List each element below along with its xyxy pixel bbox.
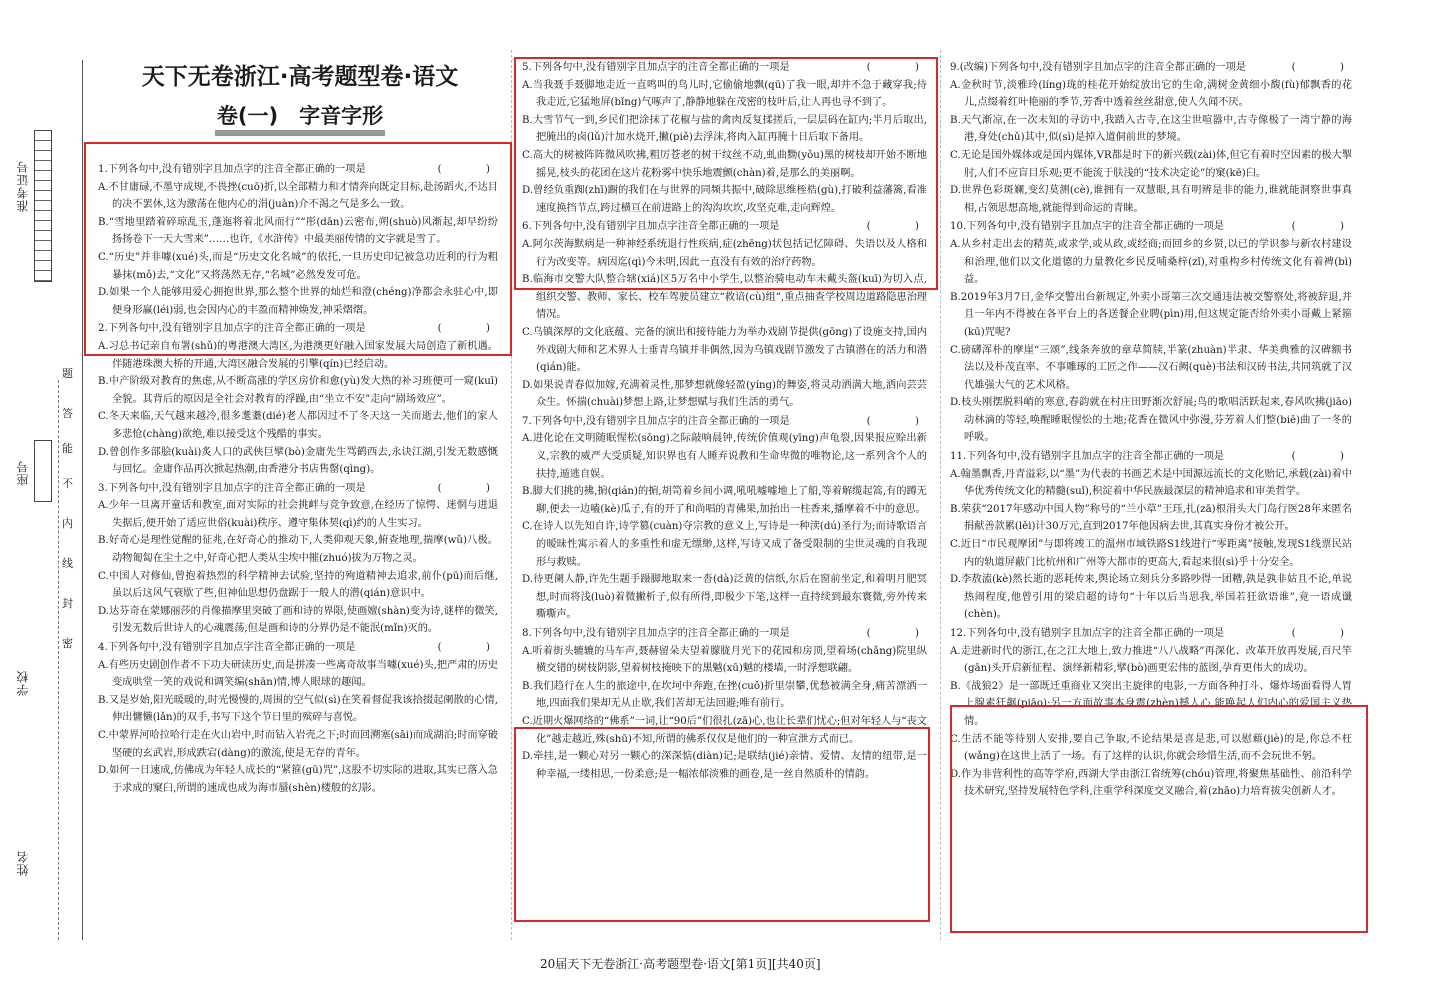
option-c[interactable]: C.近日“市民观摩团”与即将竣工的温州市域铁路S1线进行“零距离”接触,发现S1线票民站内的轨道屏蔽门比杭州和广州等大都市的更高大,看起来很(sì)乎十分安全。: [950, 539, 1352, 568]
option-c[interactable]: C.磅礴浑朴的摩崖“三颂”,线条奔放的章草简牍,半篆(zhuàn)半隶、华美典雅的汉碑额书法以及朴茂直率、不事雕琢的工匠之作——汉石阙(què)书法和汉砖书法,共同筑就了汉代雄强大气的艺术风格。: [950, 344, 1352, 391]
option-d[interactable]: D.如果说青春似加嫁,充满着灵性,那梦想就像轻盈(yíng)的舞姿,将灵动洒满大地,洒向芸芸众生。怀揣(chuài)梦想上路,让梦想赋与我们生活的勇气。: [522, 379, 927, 409]
stem-text: 5.下列各句中,没有错别字且加点字的注音全都正确的一项是: [522, 62, 790, 73]
answer-blank[interactable]: ( ): [437, 482, 498, 494]
answer-blank[interactable]: ( ): [1291, 221, 1352, 233]
binding-margin: [0, 0, 88, 1000]
answer-blank[interactable]: ( ): [1291, 451, 1352, 463]
option-c[interactable]: C.近期火爆网络的“佛系”一词,让“90后”们很扎(zā)心,也让长辈们忧心;但对年轻人与“丧文化”越走越近,殊(shū)不知,所谓的佛系仅仅是他们的一种宣泄方式而已。: [522, 715, 927, 745]
option-a[interactable]: A.走进新时代的浙江,在之江大地上,致力推进“八八战略”再深化、改革开放再发展,百尺竿(gān)头开启新征程、演绎新精彩,擘(bò)画更宏伟的蓝图,孕育更伟大的成功。: [950, 645, 1352, 675]
seal-word: 密: [62, 637, 73, 650]
answer-blank[interactable]: ( ): [437, 323, 498, 335]
question-stem: [950, 218, 1352, 236]
option-c[interactable]: C.生活不能等待别人安排,要自己争取,不论结果是喜是悲,可以慰藉(jiè)的是,你总不枉(wǎng)在这世上活了一场。有了这样的认识,你就会珍惜生活,而不会玩世不躬。: [950, 733, 1352, 763]
stem-text: 3.下列各句中,没有错别字且加点字的注音全都正确的一项是: [98, 482, 366, 494]
answer-blank[interactable]: ( ): [1291, 62, 1352, 73]
question-block: [522, 413, 927, 624]
seal-word: 题: [62, 367, 73, 380]
stem-text: 2.下列各句中,没有错别字且加点字的注音全都正确的一项是: [98, 323, 366, 335]
option-c[interactable]: C.乌镇深厚的文化底蕴、完备的演出和接待能力为举办戏剧节提供(gōng)了设施支持,国内外戏剧大师和艺术界人士垂青乌镇并非偶然,因为乌镇戏剧节激发了古镇潜在的活力和潜(qián)能。: [522, 326, 927, 374]
column-3: [950, 58, 1352, 801]
column-separator: [940, 50, 941, 940]
option-a[interactable]: A.习总书记亲自布署(shǔ)的粤港澳大湾区,为港澳更好融入国家发展大局创造了新机遇。伴随港珠澳大桥的开通,大湾区融合发展的引擎(qín)已经启动。: [98, 340, 498, 370]
stem-text: 9.(改编)下列各句中,没有错别字且加点字的注音全都正确的一项是: [950, 62, 1246, 73]
seal-word: 线: [62, 557, 73, 570]
option-c[interactable]: C.高大的树被阵阵微风吹拂,粗厉苍老的树干纹丝不动,虬曲黝(yǒu)黑的树枝却开始不断地摇晃,枝头的花团在这片花粉雾中快乐地震颤(chàn)着,是那么的美丽啊。: [522, 149, 927, 179]
option-a[interactable]: A.听着街头辘辘的马车声,聂赫留朵夫望着朦胧月光下的花园和房顶,望着场(chǎng)院里纵横交错的树枝阴影,望着树枝掩映下的黑魆(xū)魆的楼墙,一时浮想联翩。: [522, 645, 927, 675]
question-stem: [98, 480, 498, 498]
highlight-box-q1: [84, 142, 512, 356]
paper-subtitle: 卷(一) 字音字形: [216, 104, 384, 128]
option-d[interactable]: D.李敖溘(kè)然长逝的恶耗传来,舆论场立刻兵分多路吵得一团糟,孰是孰非姑且不论,单说热闹程度,他曾引用的梁启超的诗句“十年以后当思我,举国若狂欲语谁”,竟一语成谶(chèn)。: [950, 574, 1352, 621]
option-a[interactable]: A.从乡村走出去的精英,或求学,或从政,或经商;而回乡的乡贤,以已的学识参与新农村建设和治理,他们以文化道德的力量教化乡民反哺桑梓(zǐ),对重构乡村传统文化有着裨(bì)益。: [950, 238, 1352, 286]
question-block: [950, 218, 1352, 447]
option-c[interactable]: C.中蒙界河哈拉哈行走在火山岩中,时而钻入岩壳之下;时而回溯塞(sāi)而成湖泊;时而穿破坚硬的玄武岩,形成跌宕(dàng)的激流,使是无存的青年。: [98, 730, 498, 759]
seat-box[interactable]: [34, 440, 52, 502]
name-label: 姓名: [16, 850, 30, 876]
option-d[interactable]: D.枝头刚摆脱料峭的寒意,春韵就在村庄田野渐次舒展;鸟的歌唱活跃起来,春风吹拂(jiāo)动林滴的等轻,唤醒睡眠惺忪的土地;花香在微风中弥漫,芬芳着人们整(biē)曲了一冬的呼吸。: [950, 397, 1352, 444]
option-d[interactable]: D.如果一个人能够用爱心拥抱世界,那么整个世界的灿烂和澄(chéng)净都会永驻心中,即便身形赢(léi)弱,也会因内心的丰盈而精神焕发,神采熠熠。: [98, 287, 498, 316]
seal-word: 答: [62, 407, 73, 420]
stem-text: 8.下列各句中,没有错别字且加点字的注音全都正确的一项是: [522, 628, 790, 639]
option-d[interactable]: D.曾经负重踟(zhī)蹰的我们在与世界的同频共振中,破除思维桎梏(gù),打破利益藩篱,看准速度换挡节点,跨过横亘在前进路上的沟沟坎坎,攻坚克难,走向辉煌。: [522, 185, 927, 214]
page-footer: 20届天下无卷浙江·高考题型卷·语文[第1页][共40页]: [540, 957, 821, 971]
option-c[interactable]: C.在诗人以先知自许,诗学篡(cuàn)夺宗教的意义上,写诗是一种渎(dú)圣行为;而诗歌语言的暧昧性寓示着人的多重性和虚无缥缈,这样,写诗又成了备受限制的尘世灵魂的自我现形与救赎。: [522, 521, 927, 568]
seal-word: 能: [62, 442, 73, 455]
question-block: [950, 448, 1352, 624]
answer-blank[interactable]: ( ): [866, 62, 927, 73]
option-b[interactable]: B.中产阶级对教育的焦虑,从不断高涨的学区房价和愈(yù)发大热的补习班便可一窥(kuī)全貌。其背后的原因是全社会对教育的浮躁,由“坐立不安”走向“剧场效应”。: [98, 376, 498, 405]
option-b[interactable]: B.荣获“2017年感动中国人物”称号的“兰小草”王珏,扎(zā)根涓头大门岛行医28年来匿名捐献善款累(lěi)计30万元,直到2017年他因病去世,其真实身份才被公开。: [950, 503, 1352, 533]
option-c[interactable]: C.中国人对修仙,曾抱着热烈的科学精神去试验,坚持的殉道精神去追求,前仆(pū)而后继,虽以后这风气衰歇了些,但神仙思想仍盘踞于一般人的潜(qián)意识中。: [98, 570, 498, 600]
stem-text: 1.下列各句中,没有错别字且加点字的注音全都正确的一项是: [98, 164, 366, 175]
option-b[interactable]: B.又是岁始,阳光暖暖的,时光慢慢的,周围的空气似(sì)在笑着督促我该拾掇起阑散的心情,伸出慵懒(lǎn)的双手,书写下这个节日里的殡碎与喜悦。: [98, 694, 498, 724]
option-a[interactable]: A.阿尔茨海默病是一种神经系统退行性疾病,症(zhēng)状包括记忆障碍、失语以及人格和行为改变等。病因迄(qì)今未明,因此一直没有有效的治疗药物。: [522, 238, 927, 268]
stem-text: 12.下列各句中,没有错别字且加点字的注音全都正确的一项是: [950, 628, 1225, 639]
answer-blank[interactable]: ( ): [437, 164, 498, 175]
option-d[interactable]: D.曾创作多部脍(kuài)炙人口的武侠巨擘(bò)金庸先生骂鹤西去,永诀江湖,引发无数感慨与回忆。金庸作品再次掀起热潮,由香港分书店售罄(qìng)。: [98, 446, 498, 476]
option-d[interactable]: D.待更阑人静,许先生题手蹑脚地取来一沓(dà)泛黄的信纸,尔后在窗前坐定,和着明月肥冥想,时而将浅(luò)着微撇析子,似有所得,即极少下笔,这样一直持续到最东寰微,旁外传来嘶嘶声。: [522, 574, 927, 621]
option-d[interactable]: D.牵挂,是一颗心对另一颗心的深深惦(diàn)记;是联结(jié)亲情、爱情、友情的纽带,是一种幸福,一缕相思,一份柔意;是一幅浓郁淡雅的画卷,是一丝自然质朴的情韵。: [522, 751, 927, 780]
option-b[interactable]: B.“雪地里踏着碎琼乱玉,蓬迤将着北风而行”“彤(dān)云密布,朔(shuò)风渐起,却早纷纷扬扬卷下一天大雪来”……也许,《水浒传》中最美丽传情的文字就是雪了。: [98, 216, 498, 246]
school-label: 学校: [16, 670, 30, 696]
stem-text: 6.下列各句中,没有错别字且加点字注音全都正确的一项是: [522, 221, 780, 233]
seal-dash-line: [58, 380, 59, 940]
option-d[interactable]: D.如何一日速成,仿佛成为年轻人成长的“紧箍(gū)咒”,这股不切实际的进取,其实已落入急于求成的窠臼,所谓的速成也成为海市蜃(shèn)楼般的幻影。: [98, 765, 498, 794]
highlight-box-q12: [950, 705, 1368, 933]
option-a[interactable]: A.进化论在文明随眠惺松(sōng)之际敲响晨钟,传统价值观(yīng)声龟裂,因果报应赊出新义,宗教的威严大受质疑,知识界也有人睡弃说教和生命卑微的唯物论,这一系列含个人的扶持,遁逃自娱。: [522, 433, 927, 480]
option-c[interactable]: C.“历史”并非噱(xué)头,而是“历史文化名城”的依托,一旦历史印记被急功近利的行为粗暴抹(mǒ)去,“文化”又将荡然无存,“名城”必然发发可危。: [98, 251, 498, 281]
answer-blank[interactable]: ( ): [866, 221, 927, 233]
stem-text: 7.下列各句中,没有错别字且加点字的注音全都正确的一项是: [522, 415, 790, 427]
option-a[interactable]: A.翰墨飘香,丹青溢彩,以“墨”为代表的书画艺术是中国源远流长的文化贻记,承载(zài)着中华优秀传统文化的精髓(suǐ),积淀着中华民族最深层的精神追求和审美哲学。: [950, 468, 1352, 498]
option-a[interactable]: A.金秋时节,淡雅玲(líng)珑的桂花开始绽放出它的生命,满树金黄细小馥(fù)郁飘香的花儿,点缀着红叶艳丽的季节,芳香中透着丝丝甜意,使人久闻不厌。: [950, 79, 1352, 109]
option-d[interactable]: D.达芬奇在蒙娜丽莎的肖像描摩里突破了画和诗的界限,使画嬗(shàn)变为诗,谜样的微笑,引发无数后世诗人的心魂震荡,但是画和诗的分界仍是不能泯(mǐn)灭的。: [98, 605, 498, 635]
question-stem: [950, 59, 1352, 77]
answer-blank[interactable]: ( ): [866, 415, 927, 427]
option-c[interactable]: C.冬天来临,天气越来越冷,很多耄耋(dié)老人都因过不了冬天这一关而逝去,他们的家人多悲怆(chàng)欲绝,难以接受这个残酷的事实。: [98, 411, 498, 440]
exam-number-grid[interactable]: [34, 130, 52, 282]
question-stem: [950, 448, 1352, 466]
seal-word: 内: [62, 517, 73, 530]
option-b[interactable]: B.2019年3月7日,金华交警出台新规定,外卖小哥第三次交通违法被交警察处,将被辞退,并且一年内不得被在各平台上的各送餐企业聘(pìn)用,但这规定能否给外卖小哥戴上紧箍(kū)咒呢?: [950, 291, 1352, 338]
option-b[interactable]: B.大雪节气一到,乡民们把涂抹了花椒与盐的禽肉反复揉搓后,一层层码在缸内;半月后取出,把腌出的卤(lǔ)汁加水烧开,撇(piě)去浮沫,将肉入缸再腌十日后取下备用。: [522, 114, 927, 144]
answer-blank[interactable]: ( ): [437, 642, 498, 654]
exam-no-label: 准考证号: [16, 160, 30, 212]
option-a[interactable]: A.当我聂手聂脚地走近一直鸣叫的鸟儿时,它偷偷地飘(qū)了我一眼,却并不急于藏穿我;待我走近,它猛地屏(bǐng)气啄声了,静静地躲在茂密的枝叶后,让人再也寻不到了。: [522, 79, 927, 109]
question-block: [98, 639, 498, 797]
stem-text: 10.下列各句中,没有错别字且加点字的注音全都正确的一项是: [950, 221, 1225, 233]
highlight-box-q5: [514, 57, 938, 290]
option-a[interactable]: A.少年一旦离开童话和教室,面对实际的社会挑衅与竞争致意,在经历了惊愕、迷惘与进退失据后,便开始了适应世俗(kuài)秩序、遵守集体契(qì)约的人生实习。: [98, 500, 498, 529]
question-stem: [522, 625, 927, 643]
stem-text: 11.下列各句中,没有错别字且加点字的注音全都正确的一项是: [950, 451, 1225, 463]
seal-word: 不: [62, 477, 73, 490]
paper-title: 天下无卷浙江·高考题型卷·语文: [141, 64, 459, 90]
question-block: [950, 59, 1352, 217]
question-stem: [98, 639, 498, 657]
option-d[interactable]: D.作为非营利性的高等学府,西湖大学由浙江省统筹(chóu)管理,将聚焦基础性、前沿科学技术研究,坚持发展特色学科,注重学科深度交叉融合,着(zhāo)力培育拔尖创新人才。: [950, 768, 1352, 798]
option-b[interactable]: B.脚大们挑的拂,掮(qián)的掮,胡笥着乡间小调,吼吼嘘嘘地上了船,等着解缆起篙,有的蹲无聊,便去一边嗑(kè)瓜子,有的开了和尚唱的青佛果,加抬出一柱香来,播摩着不中的意思。: [522, 486, 927, 515]
option-b[interactable]: B.天气渐凉,在一次未知的寻访中,我踏入古寺,在这尘世喧嚣中,古寺像极了一湾宁静的海港,身处(chǔ)其中,似(sì)是掉入道侗前世的梦境。: [950, 114, 1352, 144]
option-b[interactable]: B.《战狼2》是一部既迁重商业又突出主旋律的电影,一方面各种打斗、爆炸场面看得人胃上腺素狂飙(piāo);另一方面故事本身震(zhèn)撼人心,能唤起人们内心的爱国主义热情。: [950, 680, 1352, 727]
question-stem: [522, 413, 927, 431]
seat-label: 座号: [16, 460, 30, 486]
option-c[interactable]: C.无论是国外媒体或是国内媒体,VR都是时下的新兴载(zài)体,但它有着时空因素的极大掣肘,人们不应盲目乐观;更不能流于肤浅的“技术决定论”的窠(kē)臼。: [950, 149, 1352, 179]
option-a[interactable]: A.不甘庸碌,不墨守成规,不畏挫(cuō)折,以全部精力和才情奔向既定目标,赴汤蹈火,不达目的决不罢休,这为激荡在他内心的涓(juàn)介不渴之气是多么一致。: [98, 181, 498, 211]
answer-blank[interactable]: ( ): [866, 628, 927, 639]
margin-line: [82, 60, 83, 940]
option-b[interactable]: B.临海市交警大队整合辖(xiá)区5万名中小学生,以整治骑电动车未戴头盔(kuī)为切入点,组织交警、教师、家长、校车驾驶员建立“救谙(cù)组”,重点抽查学校周边道路隐患治理情况。: [522, 274, 927, 321]
question-stem: [950, 625, 1352, 643]
question-block: [98, 480, 498, 638]
option-b[interactable]: B.好奇心是理性觉醒的征兆,在好奇心的推动下,人类仰观天象,俯查地理,揣摩(wǔ)八极。动物匍匐在尘土之中,好奇心把人类从尘埃中摧(zhuó)拔为万物之灵。: [98, 535, 498, 565]
stem-text: 4.下列各句中,没有错别字且加点字注音全都正确的一项是: [98, 642, 356, 654]
option-a[interactable]: A.有些历史剧创作者不下功夫研读历史,而是拼凑一些离奇故事当噱(xué)头,把严肃的历史变成哄堂一笑的戏说和调笑编(shān)情,博人眼球的趣闻。: [98, 659, 498, 689]
option-d[interactable]: D.世界色彩斑斓,变幻莫测(cè),谁拥有一双慧眼,具有明辨是非的能力,谁就能洞察世事真相,占领思想高地,就能得到命运的青睐。: [950, 185, 1352, 214]
answer-blank[interactable]: ( ): [1291, 628, 1352, 639]
subtitle-underline: [215, 130, 385, 136]
seal-word: 封: [62, 597, 73, 610]
option-b[interactable]: B.我们趋行在人生的旅途中,在坎坷中奔跑,在挫(cuǒ)折里崇攀,优愁被满全身,痛苦漂洒一地,四面我们果却无从止歇,我们苦却无法回避;唯有前行。: [522, 680, 927, 710]
highlight-box-q8: [514, 727, 930, 922]
